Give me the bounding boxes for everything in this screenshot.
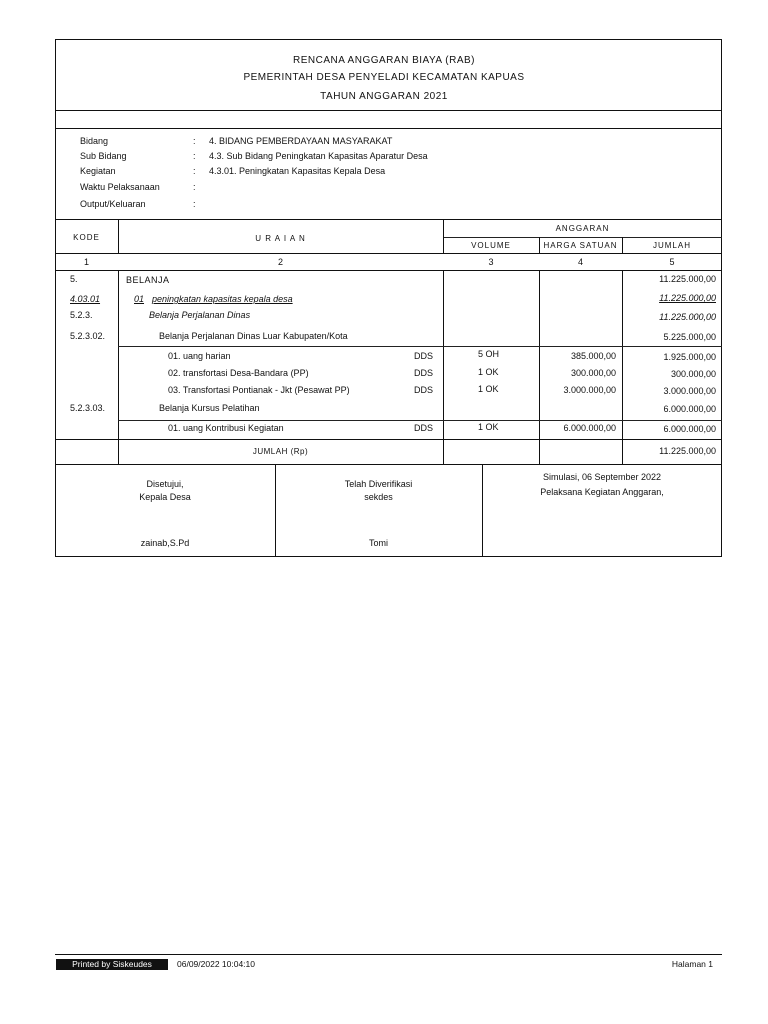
row-jumlah: 11.225.000,00	[659, 312, 716, 322]
col-header-anggaran: ANGGARAN	[555, 224, 610, 233]
doc-title: RENCANA ANGGARAN BIAYA (RAB)	[292, 55, 475, 66]
col-header-jumlah: JUMLAH	[652, 241, 691, 250]
sign-left-name: zainab,S.Pd	[140, 538, 190, 548]
row-sumber: DDS	[414, 385, 434, 395]
grid-line	[55, 464, 722, 465]
col-number: 1	[83, 257, 89, 267]
sign-middle-name: Tomi	[368, 538, 388, 548]
info-label-waktu: Waktu Pelaksanaan	[80, 182, 160, 192]
row-prefix: 01	[134, 294, 145, 304]
print-timestamp: 06/09/2022 10:04:10	[177, 959, 255, 969]
row-sumber: DDS	[414, 351, 434, 361]
row-harga: 300.000,00	[570, 368, 616, 378]
grid-line	[443, 237, 722, 238]
col-header-harga-satuan: HARGA SATUAN	[543, 241, 618, 250]
sign-right-line1: Simulasi, 06 September 2022	[542, 472, 662, 482]
row-jumlah: 5.225.000,00	[663, 332, 716, 342]
grid-line	[539, 270, 540, 464]
info-value-bidang: 4. BIDANG PEMBERDAYAAN MASYARAKAT	[209, 136, 393, 146]
row-uraian: 02. transfortasi Desa-Bandara (PP)	[168, 368, 309, 378]
row-jumlah: 300.000,00	[670, 369, 716, 379]
grid-line	[443, 270, 444, 464]
col-number: 2	[277, 257, 283, 267]
row-harga: 6.000.000,00	[563, 423, 616, 433]
row-kode: 5.2.3.	[70, 310, 93, 320]
doc-year: TAHUN ANGGARAN 2021	[320, 91, 448, 102]
sign-left-line1: Disetujui,	[146, 479, 184, 489]
row-jumlah: 6.000.000,00	[663, 404, 716, 414]
row-jumlah: 6.000.000,00	[663, 424, 716, 434]
row-jumlah: 11.225.000,00	[659, 274, 716, 284]
grid-line	[443, 346, 722, 347]
row-uraian: Belanja Kursus Pelatihan	[159, 403, 260, 413]
printed-by-badge: Printed by Siskeudes	[56, 959, 168, 970]
row-uraian: 01. uang harian	[168, 351, 231, 361]
row-jumlah: 11.225.000,00	[659, 293, 716, 303]
col-header-kode: KODE	[73, 233, 100, 242]
info-sep: :	[193, 199, 196, 209]
col-header-volume: VOLUME	[471, 241, 511, 250]
row-uraian: 03. Transfortasi Pontianak - Jkt (Pesawat PP)	[168, 385, 350, 395]
total-label: JUMLAH (Rp)	[252, 447, 309, 456]
row-volume: 1 OK	[478, 367, 499, 377]
row-volume: 1 OK	[478, 422, 499, 432]
footer-rule	[55, 954, 722, 955]
info-label-bidang: Bidang	[80, 136, 109, 146]
row-uraian: peningkatan kapasitas kepala desa	[152, 294, 293, 304]
divider	[55, 110, 722, 111]
divider	[55, 219, 722, 220]
sign-right-line2: Pelaksana Kegiatan Anggaran,	[540, 487, 664, 497]
info-value-sub-bidang: 4.3. Sub Bidang Peningkatan Kapasitas Aparatur Desa	[209, 151, 428, 161]
row-uraian: Belanja Perjalanan Dinas	[149, 310, 251, 320]
row-sumber: DDS	[414, 368, 434, 378]
sign-middle-line1: Telah Diverifikasi	[344, 479, 413, 489]
row-volume: 1 OK	[478, 384, 499, 394]
sign-middle-line2: sekdes	[364, 492, 393, 502]
row-uraian: 01. uang Kontribusi Kegiatan	[168, 423, 284, 433]
row-uraian: BELANJA	[126, 275, 170, 285]
row-volume: 5 OH	[478, 349, 500, 359]
doc-subtitle: PEMERINTAH DESA PENYELADI KECAMATAN KAPUAS	[243, 72, 525, 83]
info-sep: :	[193, 182, 196, 192]
page-number: Halaman 1	[671, 959, 713, 969]
grid-line	[443, 420, 722, 421]
info-value-kegiatan: 4.3.01. Peningkatan Kapasitas Kepala Desa	[209, 166, 386, 176]
info-label-sub-bidang: Sub Bidang	[80, 151, 127, 161]
row-kode: 5.2.3.03.	[70, 403, 106, 413]
row-uraian: Belanja Perjalanan Dinas Luar Kabupaten/Kota	[159, 331, 348, 341]
row-kode: 5.2.3.02.	[70, 331, 106, 341]
row-jumlah: 1.925.000,00	[663, 352, 716, 362]
row-sumber: DDS	[414, 423, 434, 433]
row-jumlah: 3.000.000,00	[663, 386, 716, 396]
row-kode: 5.	[70, 274, 78, 284]
grid-line	[118, 346, 443, 347]
row-harga: 385.000,00	[570, 351, 616, 361]
col-number: 3	[488, 257, 494, 267]
info-sep: :	[193, 151, 196, 161]
col-number: 4	[577, 257, 583, 267]
col-number: 5	[669, 257, 675, 267]
row-kode: 4.03.01	[70, 294, 101, 304]
info-sep: :	[193, 166, 196, 176]
grid-line	[118, 420, 443, 421]
total-value: 11.225.000,00	[659, 446, 716, 456]
col-header-uraian: U R A I A N	[255, 234, 306, 243]
grid-line	[55, 253, 722, 254]
grid-line	[118, 270, 119, 464]
info-label-output: Output/Keluaran	[80, 199, 146, 209]
info-sep: :	[193, 136, 196, 146]
sign-left-line2: Kepala Desa	[139, 492, 191, 502]
info-label-kegiatan: Kegiatan	[80, 166, 116, 176]
row-harga: 3.000.000,00	[563, 385, 616, 395]
divider	[55, 128, 722, 129]
